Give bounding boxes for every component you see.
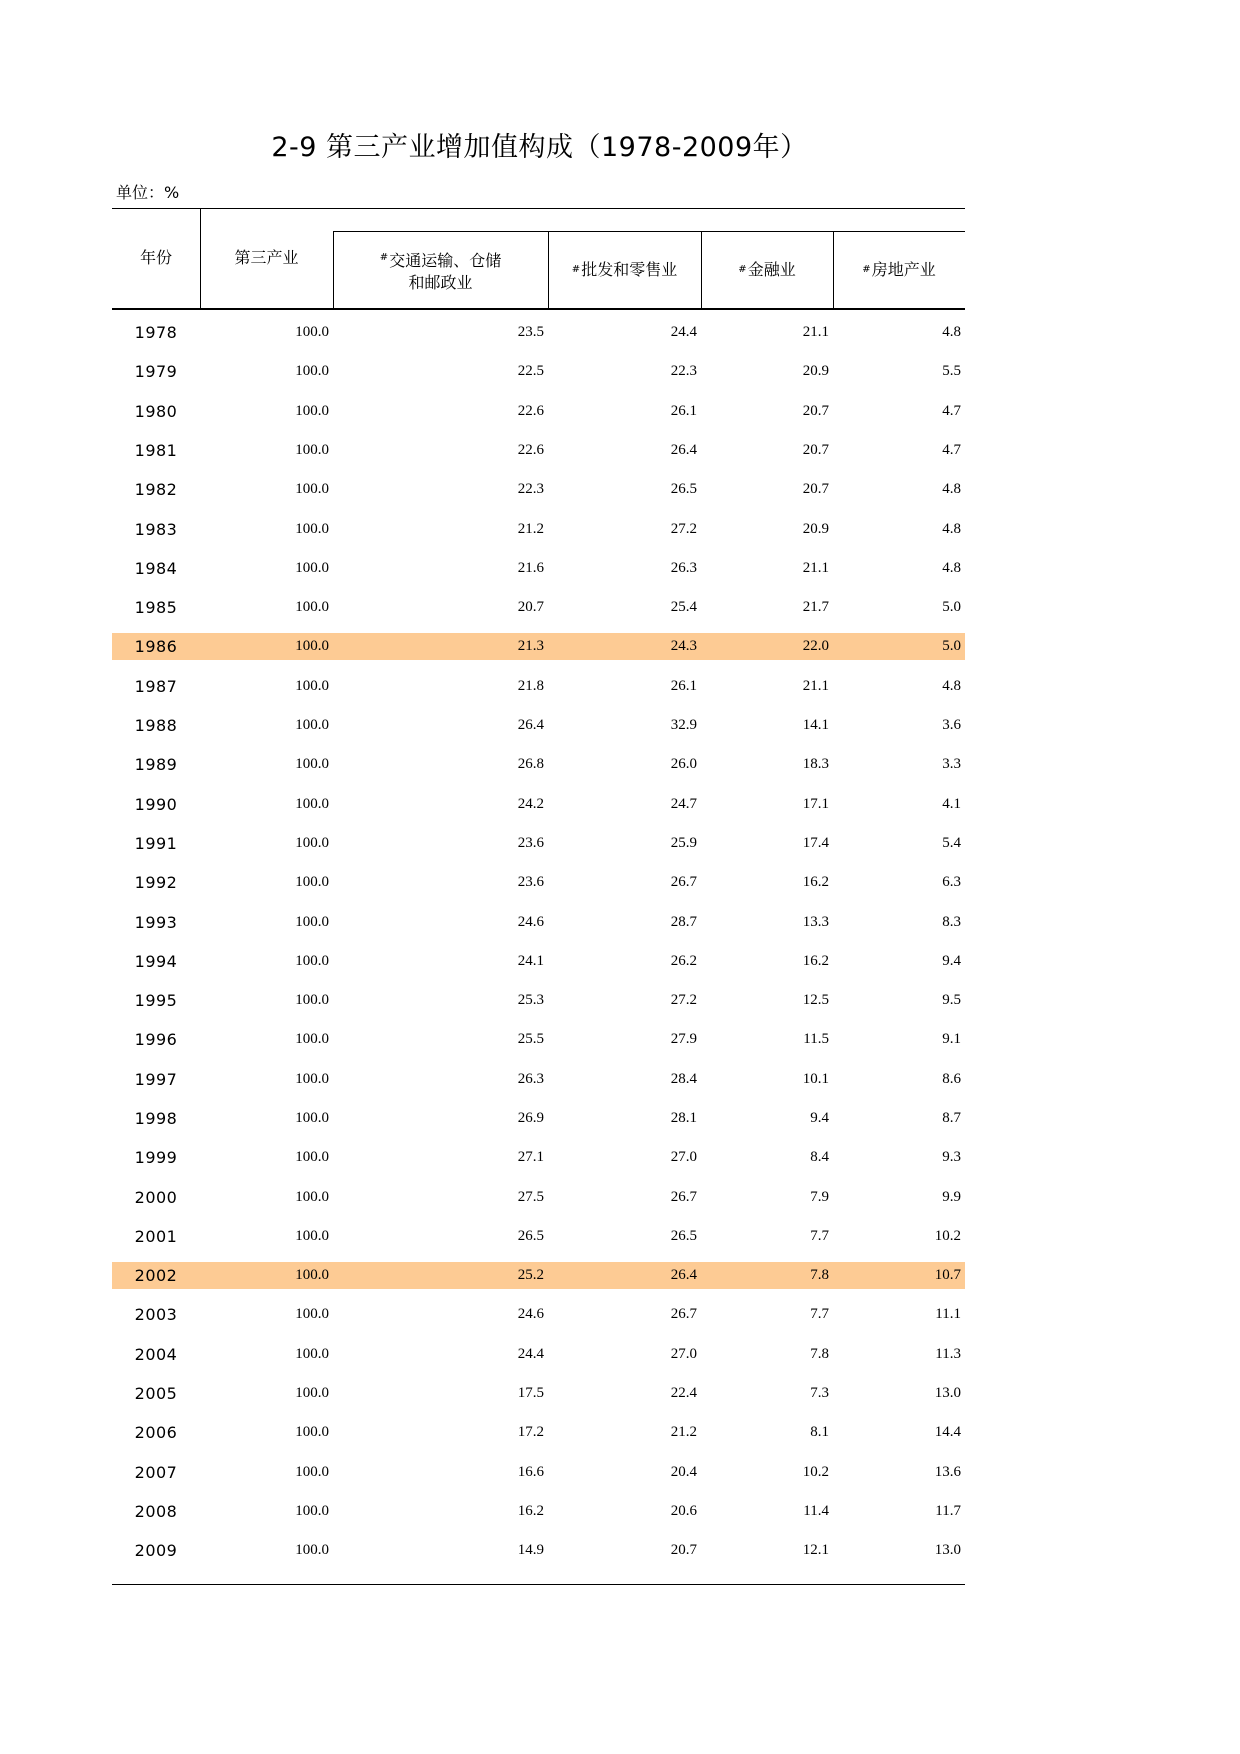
cell-wholesale: 22.3 — [670, 363, 697, 379]
cell-realestate: 9.4 — [942, 953, 961, 969]
table-row — [112, 948, 965, 975]
header-divider — [200, 208, 201, 308]
table-row — [112, 712, 965, 739]
cell-wholesale: 26.4 — [670, 442, 697, 458]
cell-finance: 17.4 — [802, 835, 829, 851]
header-realestate-mark: # — [862, 264, 871, 275]
table-row — [112, 1301, 965, 1328]
cell-tertiary: 100.0 — [295, 1110, 329, 1126]
cell-realestate: 8.3 — [942, 914, 961, 930]
cell-finance: 11.4 — [803, 1503, 829, 1519]
cell-transport: 25.3 — [517, 992, 544, 1008]
cell-transport: 26.5 — [517, 1228, 544, 1244]
header-realestate — [833, 231, 965, 308]
header-wholesale — [548, 231, 701, 308]
header-divider — [333, 231, 334, 308]
cell-tertiary: 100.0 — [295, 1503, 329, 1519]
cell-transport: 26.9 — [517, 1110, 544, 1126]
cell-wholesale: 25.4 — [670, 599, 697, 615]
cell-transport: 21.8 — [517, 678, 544, 694]
cell-wholesale: 26.5 — [670, 481, 697, 497]
cell-realestate: 10.2 — [934, 1228, 961, 1244]
cell-wholesale: 27.2 — [670, 521, 697, 537]
cell-finance: 7.3 — [810, 1385, 829, 1401]
cell-tertiary: 100.0 — [295, 1031, 329, 1047]
header-transport-line2: 和邮政业 — [408, 272, 473, 292]
cell-year: 2005 — [134, 1384, 178, 1403]
cell-tertiary: 100.0 — [295, 1228, 329, 1244]
table-row — [112, 830, 965, 857]
table-row — [112, 1144, 965, 1171]
cell-year: 2006 — [134, 1423, 178, 1442]
cell-realestate: 13.0 — [934, 1542, 961, 1558]
cell-wholesale: 26.7 — [670, 1306, 697, 1322]
cell-tertiary: 100.0 — [295, 678, 329, 694]
cell-year: 1979 — [134, 362, 178, 381]
cell-realestate: 13.6 — [934, 1464, 961, 1480]
cell-transport: 26.4 — [517, 717, 544, 733]
cell-year: 1997 — [134, 1070, 178, 1089]
cell-tertiary: 100.0 — [295, 914, 329, 930]
cell-year: 1991 — [134, 834, 178, 853]
cell-realestate: 3.6 — [942, 717, 961, 733]
cell-year: 1992 — [134, 873, 178, 892]
cell-tertiary: 100.0 — [295, 1071, 329, 1087]
cell-finance: 21.7 — [802, 599, 829, 615]
cell-transport: 23.6 — [517, 835, 544, 851]
cell-transport: 17.2 — [517, 1424, 544, 1440]
cell-year: 1987 — [134, 677, 178, 696]
cell-realestate: 11.7 — [935, 1503, 961, 1519]
cell-transport: 20.7 — [517, 599, 544, 615]
cell-transport: 21.2 — [517, 521, 544, 537]
table-row — [112, 1066, 965, 1093]
cell-finance: 16.2 — [802, 953, 829, 969]
cell-wholesale: 27.9 — [670, 1031, 697, 1047]
header-transport-mark: # — [379, 251, 389, 263]
cell-wholesale: 20.7 — [670, 1542, 697, 1558]
cell-tertiary: 100.0 — [295, 796, 329, 812]
table-row — [112, 987, 965, 1014]
cell-realestate: 8.6 — [942, 1071, 961, 1087]
cell-transport: 27.5 — [517, 1189, 544, 1205]
header-transport — [333, 231, 548, 308]
cell-realestate: 13.0 — [934, 1385, 961, 1401]
cell-year: 1995 — [134, 991, 178, 1010]
cell-realestate: 6.3 — [942, 874, 961, 890]
cell-year: 1993 — [134, 913, 178, 932]
cell-finance: 12.5 — [802, 992, 829, 1008]
cell-wholesale: 26.2 — [670, 953, 697, 969]
table-header — [112, 208, 965, 308]
cell-year: 1984 — [134, 559, 178, 578]
header-realestate-label: 房地产业 — [871, 260, 936, 279]
cell-wholesale: 25.9 — [670, 835, 697, 851]
cell-realestate: 4.7 — [942, 403, 961, 419]
cell-wholesale: 26.1 — [670, 403, 697, 419]
cell-wholesale: 28.4 — [670, 1071, 697, 1087]
cell-year: 1999 — [134, 1148, 178, 1167]
cell-transport: 22.6 — [517, 403, 544, 419]
cell-realestate: 4.8 — [942, 324, 961, 340]
cell-wholesale: 22.4 — [670, 1385, 697, 1401]
cell-wholesale: 26.7 — [670, 874, 697, 890]
cell-transport: 25.2 — [517, 1267, 544, 1283]
header-tertiary — [200, 208, 333, 308]
cell-finance: 13.3 — [802, 914, 829, 930]
table-row — [112, 1341, 965, 1368]
cell-year: 1986 — [134, 637, 178, 656]
cell-year: 1988 — [134, 716, 178, 735]
cell-realestate: 9.1 — [942, 1031, 961, 1047]
cell-year: 2000 — [134, 1188, 178, 1207]
table-bottom-rule — [112, 1584, 965, 1585]
cell-realestate: 8.7 — [942, 1110, 961, 1126]
cell-year: 1978 — [134, 323, 178, 342]
cell-year: 1982 — [134, 480, 178, 499]
table-row — [112, 1105, 965, 1132]
header-wholesale-label: 批发和零售业 — [581, 260, 678, 279]
cell-year: 1980 — [134, 402, 178, 421]
header-finance-mark: # — [738, 264, 747, 275]
cell-transport: 21.3 — [517, 638, 544, 654]
table-row — [112, 1537, 965, 1564]
cell-realestate: 4.8 — [942, 560, 961, 576]
cell-year: 2004 — [134, 1345, 178, 1364]
cell-tertiary: 100.0 — [295, 992, 329, 1008]
cell-wholesale: 26.5 — [670, 1228, 697, 1244]
cell-tertiary: 100.0 — [295, 599, 329, 615]
cell-wholesale: 20.6 — [670, 1503, 697, 1519]
cell-wholesale: 26.3 — [670, 560, 697, 576]
cell-finance: 18.3 — [802, 756, 829, 772]
header-divider — [833, 231, 834, 308]
cell-transport: 24.6 — [517, 914, 544, 930]
cell-realestate: 11.1 — [935, 1306, 961, 1322]
cell-transport: 23.5 — [517, 324, 544, 340]
header-divider — [701, 231, 702, 308]
table-row — [112, 751, 965, 778]
cell-realestate: 4.8 — [942, 521, 961, 537]
cell-tertiary: 100.0 — [295, 403, 329, 419]
cell-realestate: 4.8 — [942, 481, 961, 497]
table-row — [112, 1026, 965, 1053]
table-row — [112, 358, 965, 385]
cell-finance: 12.1 — [802, 1542, 829, 1558]
cell-tertiary: 100.0 — [295, 324, 329, 340]
cell-finance: 20.7 — [802, 442, 829, 458]
cell-transport: 27.1 — [517, 1149, 544, 1165]
cell-finance: 17.1 — [802, 796, 829, 812]
cell-finance: 7.9 — [810, 1189, 829, 1205]
table-row — [112, 1380, 965, 1407]
cell-finance: 8.4 — [810, 1149, 829, 1165]
cell-tertiary: 100.0 — [295, 1424, 329, 1440]
cell-year: 2002 — [134, 1266, 178, 1285]
cell-tertiary: 100.0 — [295, 1267, 329, 1283]
cell-finance: 14.1 — [802, 717, 829, 733]
header-finance — [701, 231, 833, 308]
cell-finance: 20.7 — [802, 403, 829, 419]
cell-transport: 22.3 — [517, 481, 544, 497]
cell-tertiary: 100.0 — [295, 1149, 329, 1165]
cell-transport: 26.8 — [517, 756, 544, 772]
header-tertiary-label: 第三产业 — [234, 248, 299, 267]
cell-year: 1998 — [134, 1109, 178, 1128]
cell-finance: 21.1 — [802, 324, 829, 340]
cell-finance: 9.4 — [810, 1110, 829, 1126]
cell-realestate: 5.5 — [942, 363, 961, 379]
cell-transport: 24.1 — [517, 953, 544, 969]
table-row — [112, 1184, 965, 1211]
cell-tertiary: 100.0 — [295, 717, 329, 733]
table-row — [112, 1498, 965, 1525]
cell-transport: 24.6 — [517, 1306, 544, 1322]
cell-finance: 20.9 — [802, 521, 829, 537]
cell-transport: 21.6 — [517, 560, 544, 576]
cell-realestate: 14.4 — [934, 1424, 961, 1440]
cell-wholesale: 32.9 — [670, 717, 697, 733]
cell-wholesale: 26.0 — [670, 756, 697, 772]
cell-finance: 11.5 — [803, 1031, 829, 1047]
cell-realestate: 9.9 — [942, 1189, 961, 1205]
cell-finance: 21.1 — [802, 560, 829, 576]
table-row — [112, 516, 965, 543]
cell-transport: 22.5 — [517, 363, 544, 379]
table-row — [112, 791, 965, 818]
cell-transport: 24.2 — [517, 796, 544, 812]
cell-wholesale: 21.2 — [670, 1424, 697, 1440]
cell-transport: 26.3 — [517, 1071, 544, 1087]
table-row — [112, 437, 965, 464]
cell-tertiary: 100.0 — [295, 1346, 329, 1362]
cell-tertiary: 100.0 — [295, 363, 329, 379]
header-transport-text — [380, 247, 501, 294]
header-transport-line1: 交通运输、仓储 — [389, 250, 502, 270]
cell-finance: 20.9 — [802, 363, 829, 379]
header-wholesale-mark: # — [571, 264, 581, 275]
cell-wholesale: 27.2 — [670, 992, 697, 1008]
cell-transport: 14.9 — [517, 1542, 544, 1558]
cell-transport: 23.6 — [517, 874, 544, 890]
cell-finance: 10.2 — [802, 1464, 829, 1480]
cell-year: 1990 — [134, 795, 178, 814]
cell-year: 2007 — [134, 1463, 178, 1482]
table-row — [112, 1459, 965, 1486]
table-row — [112, 1223, 965, 1250]
cell-year: 2001 — [134, 1227, 178, 1246]
cell-year: 1996 — [134, 1030, 178, 1049]
header-year — [112, 208, 200, 308]
cell-year: 2008 — [134, 1502, 178, 1521]
cell-wholesale: 27.0 — [670, 1346, 697, 1362]
header-year-label: 年份 — [139, 248, 172, 267]
header-finance-label: 金融业 — [747, 260, 796, 279]
cell-realestate: 9.5 — [942, 992, 961, 1008]
cell-tertiary: 100.0 — [295, 1189, 329, 1205]
cell-tertiary: 100.0 — [295, 638, 329, 654]
cell-tertiary: 100.0 — [295, 1464, 329, 1480]
table-row — [112, 909, 965, 936]
cell-tertiary: 100.0 — [295, 521, 329, 537]
table-row — [112, 673, 965, 700]
cell-finance: 8.1 — [810, 1424, 829, 1440]
cell-tertiary: 100.0 — [295, 481, 329, 497]
cell-wholesale: 26.7 — [670, 1189, 697, 1205]
cell-realestate: 5.0 — [942, 638, 961, 654]
cell-finance: 10.1 — [802, 1071, 829, 1087]
cell-realestate: 4.8 — [942, 678, 961, 694]
cell-transport: 24.4 — [517, 1346, 544, 1362]
cell-tertiary: 100.0 — [295, 756, 329, 772]
table-row — [112, 398, 965, 425]
cell-tertiary: 100.0 — [295, 560, 329, 576]
cell-wholesale: 26.1 — [670, 678, 697, 694]
unit-label: 单位：% — [116, 183, 180, 202]
cell-transport: 16.6 — [517, 1464, 544, 1480]
cell-tertiary: 100.0 — [295, 442, 329, 458]
cell-year: 2003 — [134, 1305, 178, 1324]
table-row — [112, 1419, 965, 1446]
cell-year: 1985 — [134, 598, 178, 617]
table-row — [112, 594, 965, 621]
cell-transport: 22.6 — [517, 442, 544, 458]
cell-realestate: 4.7 — [942, 442, 961, 458]
table-row — [112, 555, 965, 582]
cell-tertiary: 100.0 — [295, 1542, 329, 1558]
cell-tertiary: 100.0 — [295, 835, 329, 851]
cell-year: 1994 — [134, 952, 178, 971]
header-divider — [548, 231, 549, 308]
cell-wholesale: 20.4 — [670, 1464, 697, 1480]
table-row — [112, 476, 965, 503]
cell-tertiary: 100.0 — [295, 1306, 329, 1322]
cell-transport: 16.2 — [517, 1503, 544, 1519]
header-bottom-rule — [112, 308, 965, 310]
cell-tertiary: 100.0 — [295, 1385, 329, 1401]
cell-finance: 7.7 — [810, 1306, 829, 1322]
cell-wholesale: 24.4 — [670, 324, 697, 340]
cell-realestate: 11.3 — [935, 1346, 961, 1362]
cell-realestate: 3.3 — [942, 756, 961, 772]
cell-realestate: 10.7 — [934, 1267, 961, 1283]
table-row — [112, 869, 965, 896]
cell-realestate: 4.1 — [942, 796, 961, 812]
cell-year: 2009 — [134, 1541, 178, 1560]
cell-realestate: 5.4 — [942, 835, 961, 851]
cell-wholesale: 27.0 — [670, 1149, 697, 1165]
cell-finance: 22.0 — [802, 638, 829, 654]
cell-finance: 7.8 — [810, 1346, 829, 1362]
cell-wholesale: 24.7 — [670, 796, 697, 812]
cell-year: 1981 — [134, 441, 178, 460]
cell-wholesale: 24.3 — [670, 638, 697, 654]
cell-transport: 17.5 — [517, 1385, 544, 1401]
cell-finance: 16.2 — [802, 874, 829, 890]
table-title: 2-9 第三产业增加值构成（1978-2009年） — [271, 132, 808, 163]
cell-finance: 7.8 — [810, 1267, 829, 1283]
table-row — [112, 1262, 965, 1289]
cell-realestate: 5.0 — [942, 599, 961, 615]
cell-year: 1989 — [134, 755, 178, 774]
cell-wholesale: 28.1 — [670, 1110, 697, 1126]
table-row — [112, 319, 965, 346]
cell-realestate: 9.3 — [942, 1149, 961, 1165]
cell-year: 1983 — [134, 520, 178, 539]
cell-finance: 21.1 — [802, 678, 829, 694]
cell-finance: 20.7 — [802, 481, 829, 497]
cell-wholesale: 26.4 — [670, 1267, 697, 1283]
cell-transport: 25.5 — [517, 1031, 544, 1047]
cell-tertiary: 100.0 — [295, 953, 329, 969]
cell-finance: 7.7 — [810, 1228, 829, 1244]
cell-wholesale: 28.7 — [670, 914, 697, 930]
cell-tertiary: 100.0 — [295, 874, 329, 890]
table-row — [112, 633, 965, 660]
